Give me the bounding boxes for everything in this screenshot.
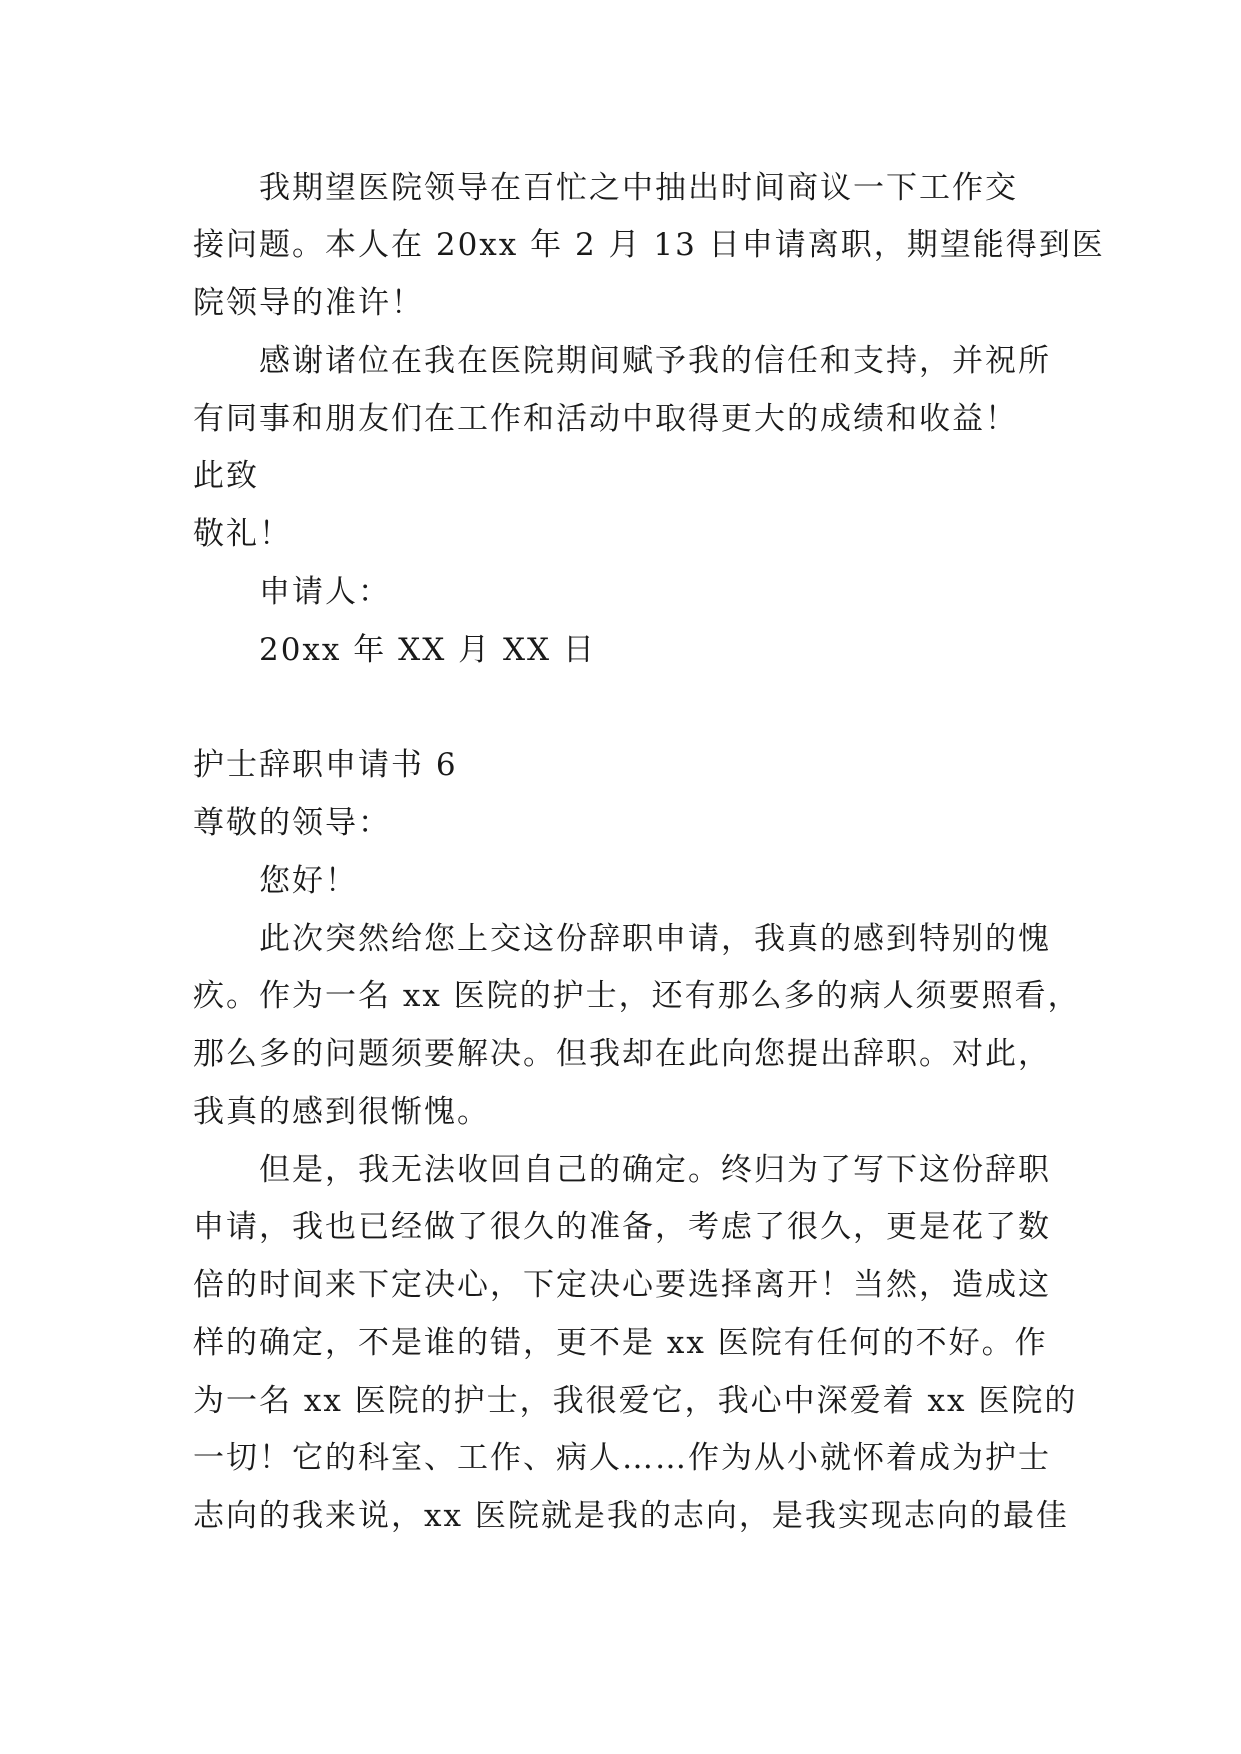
paragraph-line: 感谢诸位在我在医院期间赋予我的信任和支持，并祝所: [259, 343, 1051, 379]
paragraph-line: 我真的感到很惭愧。: [193, 1094, 490, 1130]
paragraph-line: 志向的我来说，xx 医院就是我的志向，是我实现志向的最佳: [193, 1498, 1069, 1534]
letter-salutation: 尊敬的领导：: [193, 805, 391, 841]
paragraph-line: 疚。作为一名 xx 医院的护士，还有那么多的病人须要照看，: [193, 978, 1081, 1014]
signature-applicant: 申请人：: [259, 574, 391, 610]
paragraph-line: 但是，我无法收回自己的确定。终归为了写下这份辞职: [259, 1152, 1051, 1188]
paragraph-line: 样的确定，不是谁的错，更不是 xx 医院有任何的不好。作: [193, 1325, 1048, 1361]
letter-greeting: 您好！: [259, 863, 358, 899]
paragraph-line: 院领导的准许！: [193, 285, 424, 321]
paragraph-line: 我期望医院领导在百忙之中抽出时间商议一下工作交: [259, 170, 1018, 206]
paragraph-line: 一切！它的科室、工作、病人……作为从小就怀着成为护士: [193, 1440, 1051, 1476]
paragraph-line: 为一名 xx 医院的护士，我很爱它，我心中深爱着 xx 医院的: [193, 1383, 1078, 1419]
paragraph-line: 有同事和朋友们在工作和活动中取得更大的成绩和收益！: [193, 401, 1018, 437]
paragraph-line: 倍的时间来下定决心，下定决心要选择离开！当然，造成这: [193, 1267, 1051, 1303]
paragraph-line: 那么多的问题须要解决。但我却在此向您提出辞职。对此，: [193, 1036, 1051, 1072]
paragraph-line: 此次突然给您上交这份辞职申请，我真的感到特别的愧: [259, 921, 1051, 957]
paragraph-line: 接问题。本人在 20xx 年 2 月 13 日申请离职，期望能得到医: [193, 227, 1105, 263]
closing-regards: 敬礼！: [193, 516, 292, 552]
section-title: 护士辞职申请书 6: [193, 747, 458, 783]
signature-date: 20xx 年 XX 月 XX 日: [259, 632, 596, 668]
paragraph-line: 申请，我也已经做了很久的准备，考虑了很久，更是花了数: [193, 1209, 1051, 1245]
closing-salutation: 此致: [193, 458, 259, 494]
